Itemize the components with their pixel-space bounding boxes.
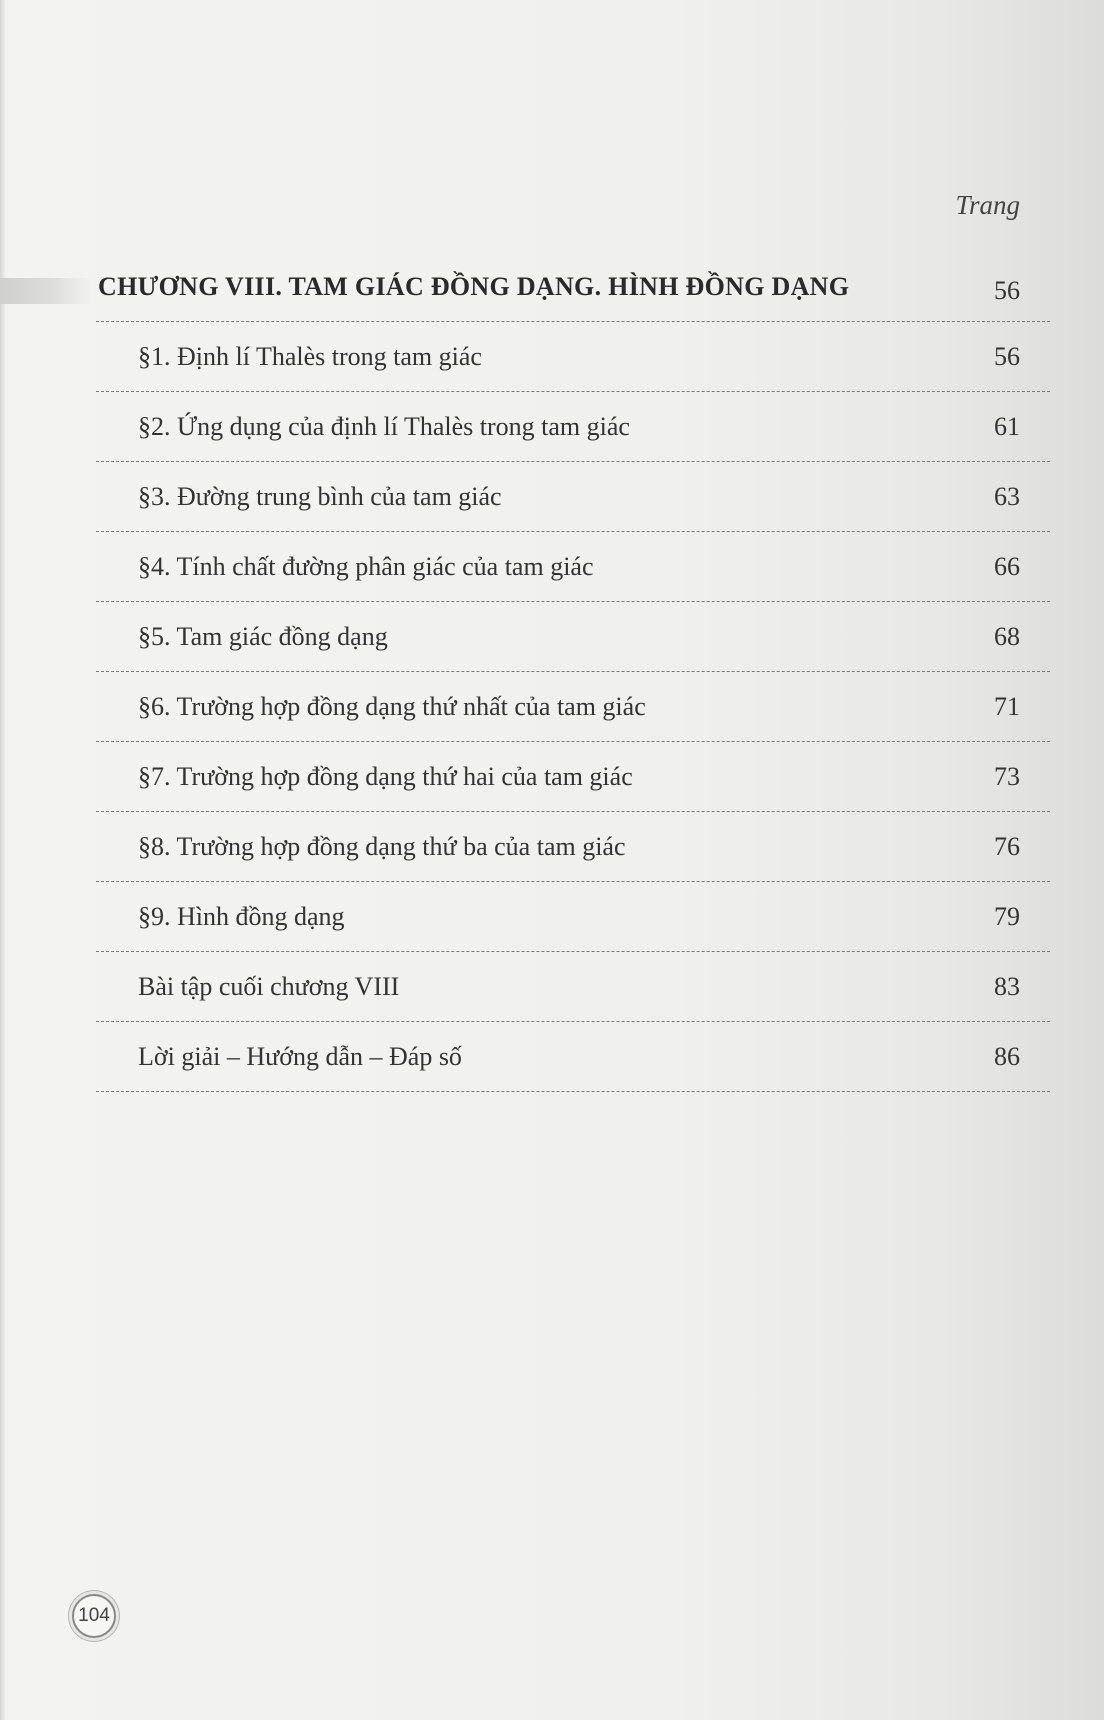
toc-entry-page: 79 xyxy=(994,902,1020,931)
toc-entry-8[interactable] xyxy=(96,812,1050,882)
toc-entry-11[interactable] xyxy=(96,1022,1050,1092)
toc-entry-4[interactable] xyxy=(96,532,1050,602)
table-of-contents xyxy=(96,262,1050,1092)
toc-chapter-title: CHƯƠNG VIII. TAM GIÁC ĐỒNG DẠNG. HÌNH ĐỒNG DẠNG xyxy=(98,272,850,301)
toc-entry-title: §1. Định lí Thalès trong tam giác xyxy=(138,342,482,371)
toc-entry-10[interactable] xyxy=(96,952,1050,1022)
toc-entry-title: Bài tập cuối chương VIII xyxy=(138,972,400,1001)
toc-entry-title: §4. Tính chất đường phân giác của tam giác xyxy=(138,552,594,581)
page-number-badge: 104 xyxy=(72,1594,116,1638)
toc-entry-page: 56 xyxy=(994,342,1020,371)
toc-chapter-row[interactable] xyxy=(96,262,1050,322)
toc-entry-1[interactable] xyxy=(96,322,1050,392)
toc-entry-7[interactable] xyxy=(96,742,1050,812)
toc-entry-title: §9. Hình đồng dạng xyxy=(138,902,345,931)
toc-entry-page: 68 xyxy=(994,622,1020,651)
toc-entry-title: Lời giải – Hướng dẫn – Đáp số xyxy=(138,1042,462,1071)
toc-entry-title: §8. Trường hợp đồng dạng thứ ba của tam giác xyxy=(138,832,626,861)
toc-entry-9[interactable] xyxy=(96,882,1050,952)
toc-entry-page: 71 xyxy=(994,692,1020,721)
toc-entry-page: 76 xyxy=(994,832,1020,861)
toc-entry-3[interactable] xyxy=(96,462,1050,532)
toc-entry-page: 86 xyxy=(994,1042,1020,1071)
toc-entry-title: §6. Trường hợp đồng dạng thứ nhất của tam giác xyxy=(138,692,646,721)
toc-chapter-page: 56 xyxy=(994,276,1020,305)
page-edge-shadow xyxy=(0,0,6,1720)
toc-entry-page: 61 xyxy=(994,412,1020,441)
chapter-marker-tab xyxy=(0,278,92,304)
toc-entry-title: §5. Tam giác đồng dạng xyxy=(138,622,388,651)
page-column-header: Trang xyxy=(955,190,1020,220)
toc-entry-title: §2. Ứng dụng của định lí Thalès trong tam giác xyxy=(138,412,630,441)
toc-entry-5[interactable] xyxy=(96,602,1050,672)
toc-entry-2[interactable] xyxy=(96,392,1050,462)
toc-entry-page: 63 xyxy=(994,482,1020,511)
toc-entry-title: §3. Đường trung bình của tam giác xyxy=(138,482,502,511)
toc-entry-page: 83 xyxy=(994,972,1020,1001)
toc-entry-6[interactable] xyxy=(96,672,1050,742)
toc-entry-title: §7. Trường hợp đồng dạng thứ hai của tam giác xyxy=(138,762,633,791)
toc-entry-page: 73 xyxy=(994,762,1020,791)
toc-entry-page: 66 xyxy=(994,552,1020,581)
